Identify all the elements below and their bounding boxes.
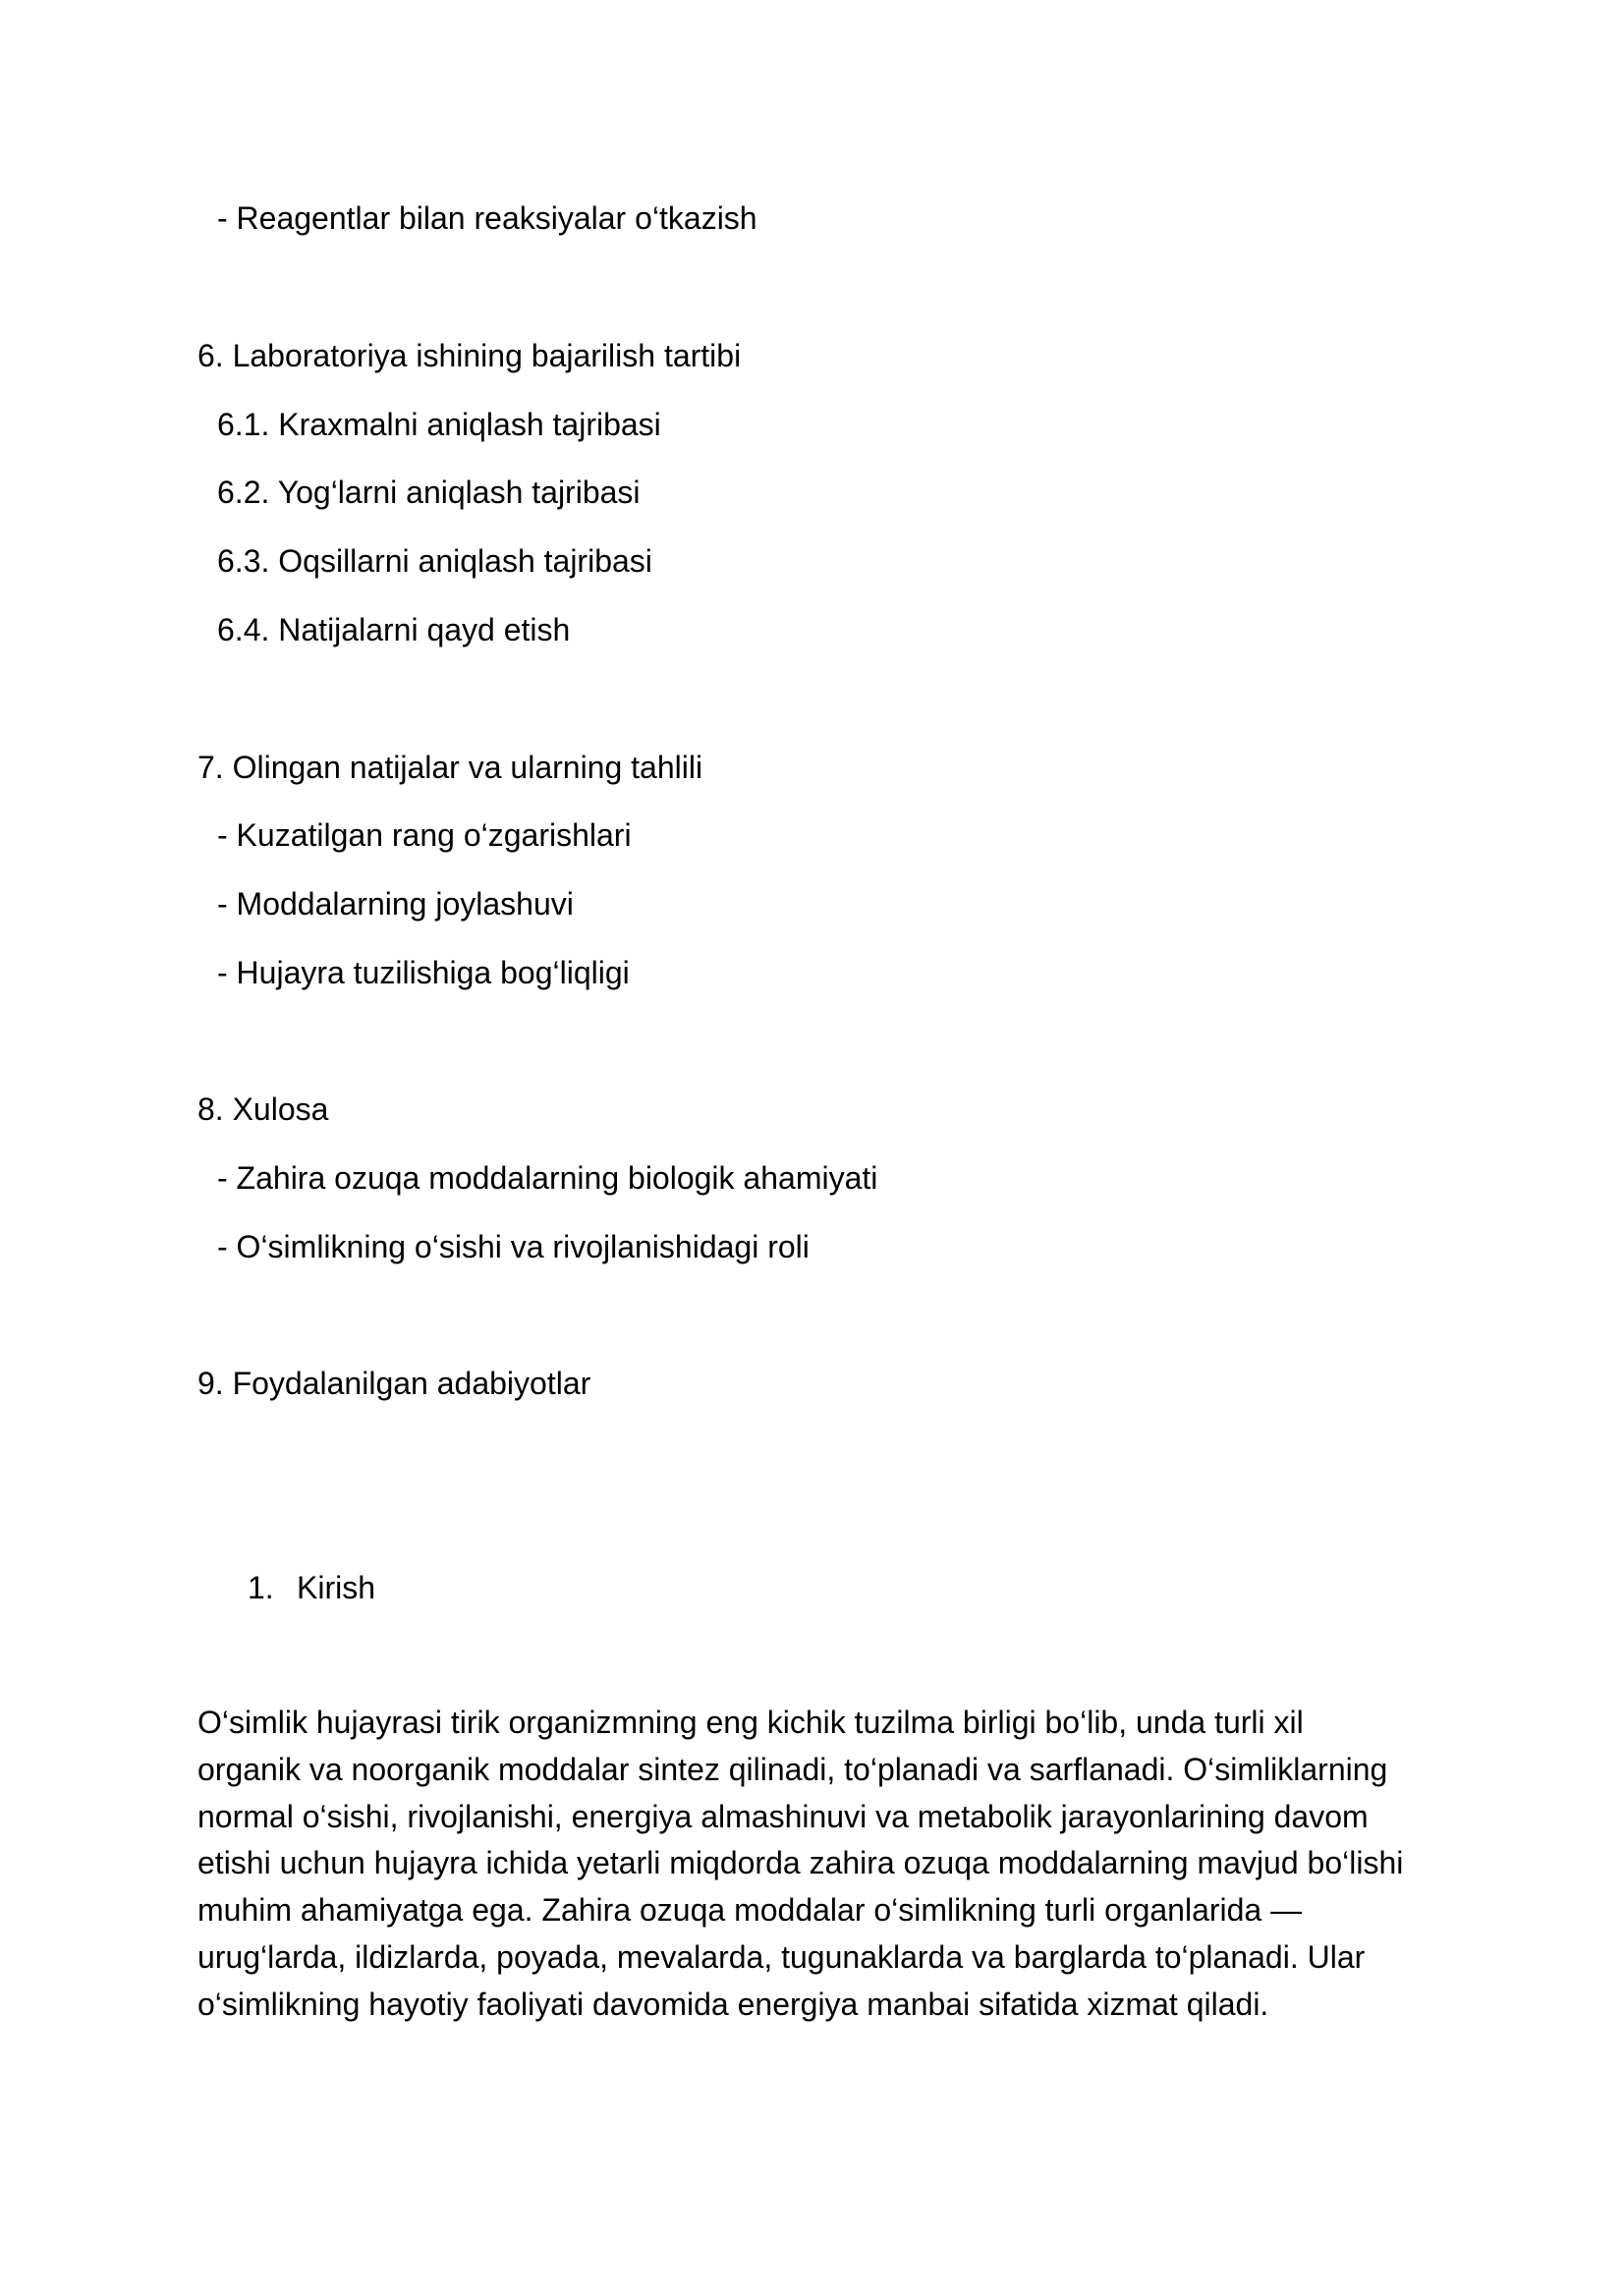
paragraph-line: organik va noorganik moddalar sintez qilinadi, to‘planadi va sarflanadi. O‘simliklarning xyxy=(197,1751,1388,1787)
list-item: - O‘simlikning o‘sishi va rivojlanishidagi roli xyxy=(217,1229,810,1264)
heading-label: Kirish xyxy=(297,1570,376,1605)
paragraph-line: muhim ahamiyatga ega. Zahira ozuqa moddalar o‘simlikning turli organlarida — xyxy=(197,1892,1303,1929)
section-heading: 9. Foydalanilgan adabiyotlar xyxy=(197,1366,591,1401)
list-item: - Moddalarning joylashuvi xyxy=(217,886,574,922)
paragraph-line: O‘simlik hujayrasi tirik organizmning eng kichik tuzilma birligi bo‘lib, unda turli xil xyxy=(197,1705,1304,1740)
intro-paragraph xyxy=(197,1700,1455,2029)
paragraph-line: normal o‘sishi, rivojlanishi, energiya almashinuvi va metabolik jarayonlarining davom xyxy=(197,1798,1369,1834)
section-heading: 6. Laboratoriya ishining bajarilish tartibi xyxy=(197,338,742,373)
numbered-heading xyxy=(248,1568,375,1607)
list-item: 6.3. Oqsillarni aniqlash tajribasi xyxy=(217,543,652,579)
list-number: 1. xyxy=(248,1570,274,1605)
paragraph-line: etishi uchun hujayra ichida yetarli miqdorda zahira ozuqa moddalarning mavjud bo‘lishi xyxy=(197,1845,1404,1881)
list-item: - Kuzatilgan rang o‘zgarishlari xyxy=(217,817,632,853)
section-heading: 8. Xulosa xyxy=(197,1092,329,1127)
paragraph-line: urug‘larda, ildizlarda, poyada, mevalarda, tugunaklarda va barglarda to‘planadi. Ular xyxy=(197,1938,1366,1975)
list-item: 6.4. Natijalarni qayd etish xyxy=(217,612,571,647)
section-heading: 7. Olingan natijalar va ularning tahlili xyxy=(197,750,703,785)
list-item: - Reagentlar bilan reaksiyalar o‘tkazish xyxy=(217,200,757,236)
list-item: 6.2. Yog‘larni aniqlash tajribasi xyxy=(217,475,641,510)
list-item: 6.1. Kraxmalni aniqlash tajribasi xyxy=(217,407,661,442)
list-item: - Hujayra tuzilishiga bog‘liqligi xyxy=(217,955,630,990)
list-item: - Zahira ozuqa moddalarning biologik ahamiyati xyxy=(217,1160,878,1196)
paragraph-line: o‘simlikning hayotiy faoliyati davomida energiya manbai sifatida xizmat qiladi. xyxy=(197,1986,1269,2022)
